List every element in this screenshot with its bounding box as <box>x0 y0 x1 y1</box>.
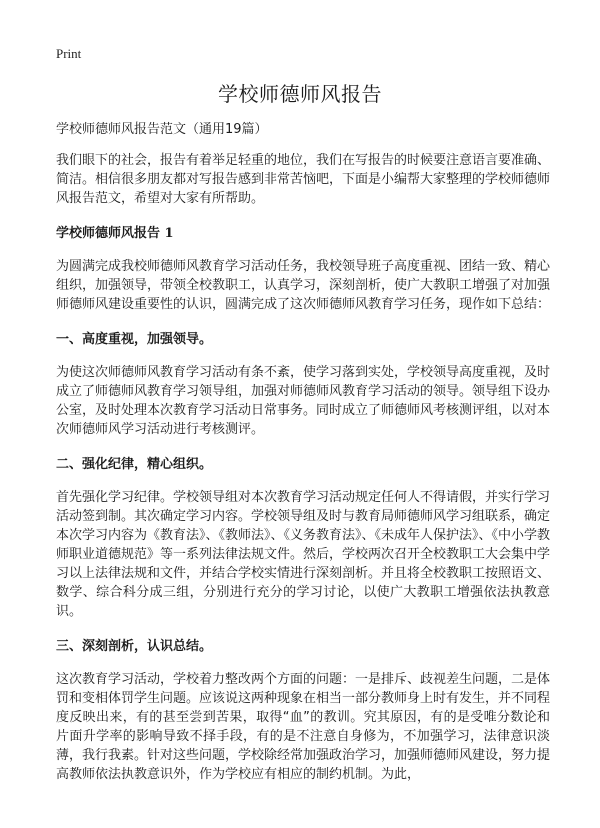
article-body <box>56 120 550 800</box>
section-paragraph-3: 这次教育学习活动，学校着力整改两个方面的问题：一是排斥、歧视差生问题，二是体罚和变相体罚学生问题。应该说这两种现象在相当一部分教师身上时有发生，并不同程度反映出来，有的甚至尝到苦果，取得“血”的教训。究其原因，有的是受唯分数论和片面升学率的影响导致不择手段，有的是不注意自身修为，不加强学习，法律意识淡薄，我行我素。针对这些问题，学校除经常加强政治学习，加强师德师风建设，努力提高教师依法执教意识外，作为学校应有相应的制约机制。为此， <box>56 672 551 782</box>
intro-paragraph: 我们眼下的社会，报告有着举足轻重的地位，我们在写报告的时候要注意语言要准确、简洁。相信很多朋友都对写报告感到非常苦恼吧，下面是小编帮大家整理的学校师德师风报告范文，希望对大家有所帮助。 <box>56 153 551 206</box>
section-paragraph-2: 首先强化学习纪律。学校领导组对本次教育学习活动规定任何人不得请假，并实行学习活动签到制。其次确定学习内容。学校领导组及时与教育局师德师风学习组联系，确定本次学习内容为《教育法》、《教师法》、《义务教育法》、《未成年人保护法》、《中小学教师职业道德规范》等一系列法律法规文件。然后，学校两次召开全校教职工大会集中学习以上法律法规和文件，并结合学校实情进行深刻剖析。并且将全校教职工按照语文、数学、综合科分成三组，分别进行充分的学习讨论，以使广大教职工增强依法执教意识。 <box>56 490 551 619</box>
section-heading-2: 二、强化纪律，精心组织。 <box>56 457 213 472</box>
document-subtitle: 学校师德师风报告范文（通用19篇） <box>56 122 268 137</box>
article-intro-paragraph: 为圆满完成我校师德师风教育学习活动任务，我校领导班子高度重视、团结一致、精心组织，加强领导，带领全校教职工，认真学习，深刻剖析，使广大教职工增强了对加强师德师风建设重要性的认识，圆满完成了这次师德师风教育学习任务，现作如下总结： <box>56 259 551 312</box>
page-title: 学校师德师风报告 <box>218 82 382 106</box>
section-heading-3: 三、深刻剖析，认识总结。 <box>56 639 213 654</box>
print-link[interactable]: Print <box>56 46 82 61</box>
article-heading: 学校师德师风报告 1 <box>56 226 174 241</box>
section-paragraph-1: 为使这次师德师风教育学习活动有条不紊，使学习落到实处，学校领导高度重视，及时成立了师德师风教育学习领导组，加强对师德师风教育学习活动的领导。领导组下设办公室，及时处理本次教育学习活动日常事务。同时成立了师德师风考核测评组，以对本次师德师风学习活动进行考核测评。 <box>56 365 551 437</box>
section-heading-1: 一、高度重视，加强领导。 <box>56 332 213 347</box>
